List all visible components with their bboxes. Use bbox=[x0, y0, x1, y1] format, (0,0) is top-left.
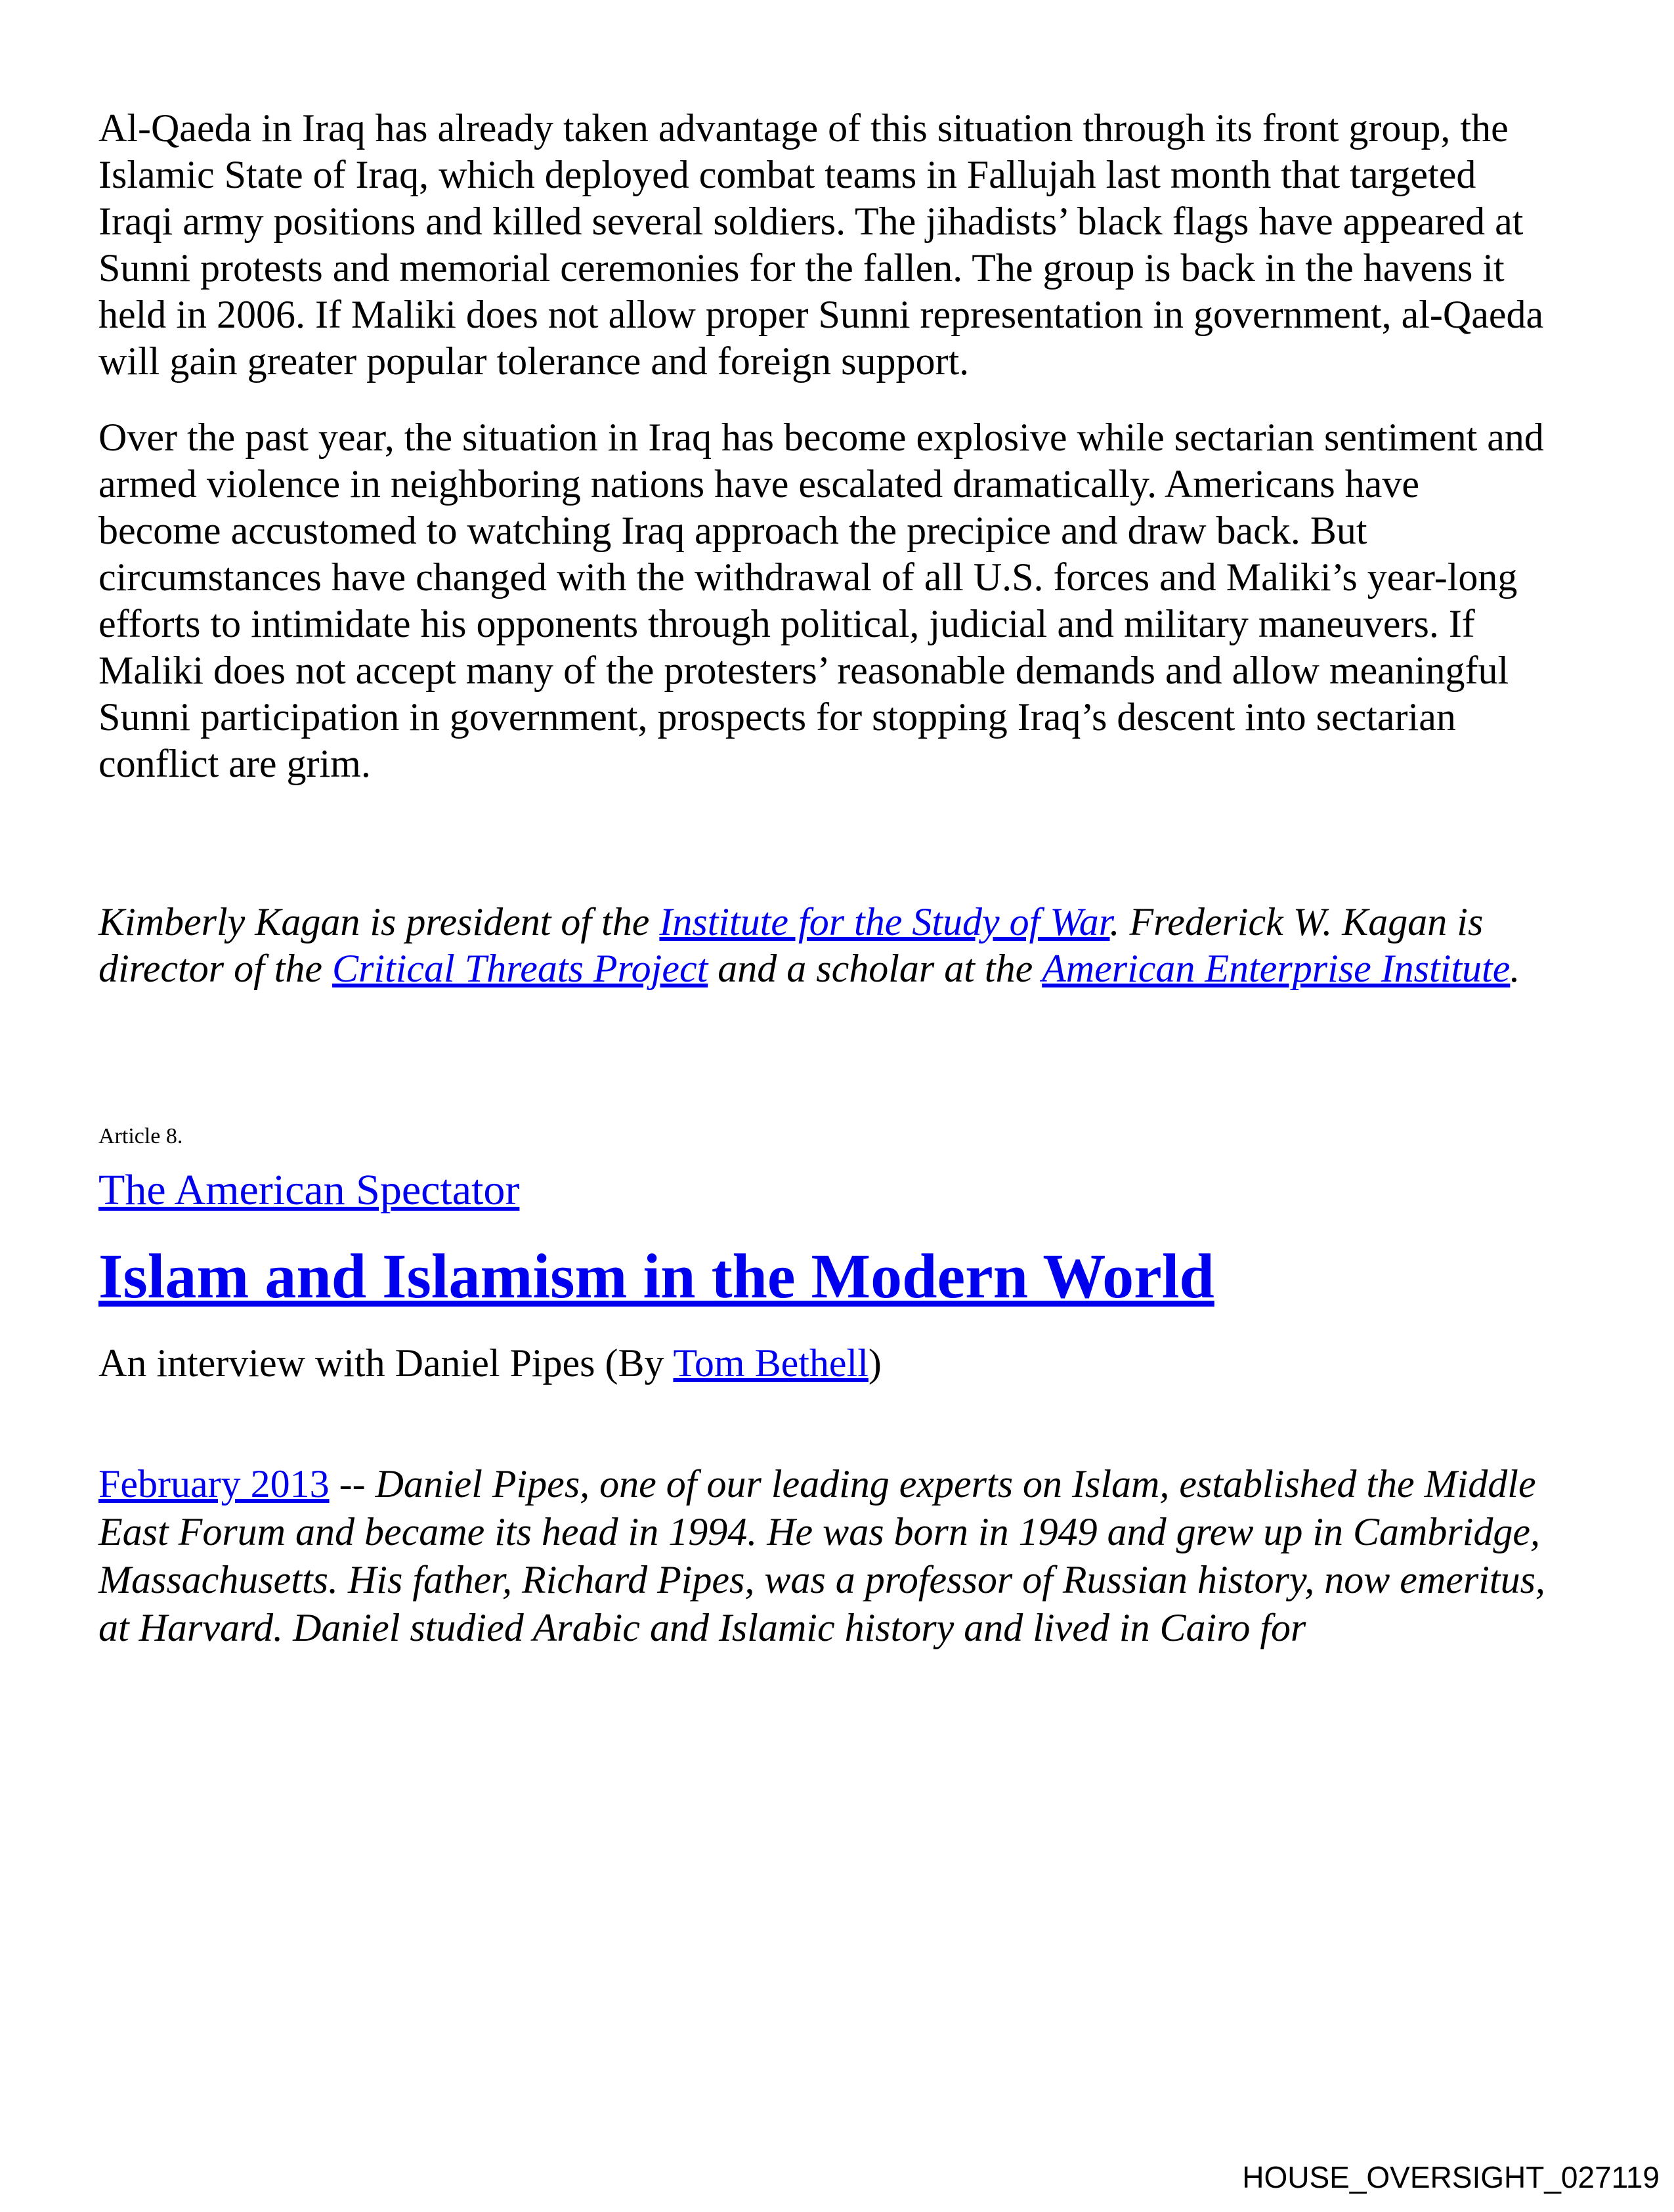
document-content bbox=[98, 105, 1549, 1652]
article-headline bbox=[98, 1240, 1549, 1312]
paragraph-al-qaeda: Al-Qaeda in Iraq has already taken advantage of this situation through its front group, the Islamic State of Iraq, which deployed combat teams in Fallujah last month that targeted Iraqi army positions and killed several soldiers. The jihadists’ black flags have appeared at Sunni protests and memorial ceremonies for the fallen. The group is back in the havens it held in 2006. If Maliki does not allow proper Sunni representation in government, al-Qaeda will gain greater popular tolerance and foreign support. bbox=[98, 106, 1544, 383]
link-institute-for-the-study-of-war[interactable]: Institute for the Study of War bbox=[659, 900, 1110, 943]
intro-separator: -- bbox=[329, 1462, 376, 1506]
credits-text-2: . Frederick W. Kagan is director of the bbox=[98, 900, 1484, 990]
link-the-american-spectator[interactable]: The American Spectator bbox=[98, 1166, 520, 1214]
credits-text-3: and a scholar at the bbox=[708, 947, 1042, 990]
intro-paragraph bbox=[98, 1460, 1549, 1652]
credits-text-1: Kimberly Kagan is president of the bbox=[98, 900, 660, 943]
credits-text-4: . bbox=[1510, 947, 1520, 990]
intro-text: Daniel Pipes, one of our leading experts on Islam, established the Middle East Forum and became its head in 1994. He was born in 1949 and grew up in Cambridge, Massachusetts. His father, Richard Pipes, was a professor of Russian history, now emeritus, at Harvard. Daniel studied Arabic and Islamic history and lived in Cairo for bbox=[98, 1462, 1545, 1649]
article-number-label: Article 8. bbox=[98, 1124, 183, 1148]
headline-link[interactable]: Islam and Islamism in the Modern World bbox=[98, 1241, 1214, 1311]
link-american-enterprise-institute[interactable]: American Enterprise Institute bbox=[1042, 947, 1511, 990]
author-credits-paragraph bbox=[98, 899, 1549, 992]
bates-number: HOUSE_OVERSIGHT_027119 bbox=[1242, 2160, 1660, 2194]
link-tom-bethell[interactable]: Tom Bethell bbox=[673, 1341, 869, 1385]
publication-line bbox=[98, 1164, 1549, 1217]
byline-text-before: An interview with Daniel Pipes (By bbox=[98, 1341, 674, 1385]
link-february-2013[interactable]: February 2013 bbox=[98, 1462, 330, 1506]
paragraph-over-past-year: Over the past year, the situation in Iraq has become explosive while sectarian sentiment and armed violence in neighboring nations have escalated dramatically. Americans have become accustomed to watching Iraq approach the precipice and draw back. But circumstances have changed with the withdrawal of all U.S. forces and Maliki’s year-long efforts to intimidate his opponents through political, judicial and military maneuvers. If Maliki does not accept many of the protesters’ reasonable demands and allow meaningful Sunni participation in government, prospects for stopping Iraq’s descent into sectarian conflict are grim. bbox=[98, 416, 1544, 785]
byline bbox=[98, 1340, 1549, 1387]
byline-text-after: ) bbox=[868, 1341, 882, 1385]
link-critical-threats-project[interactable]: Critical Threats Project bbox=[332, 947, 708, 990]
